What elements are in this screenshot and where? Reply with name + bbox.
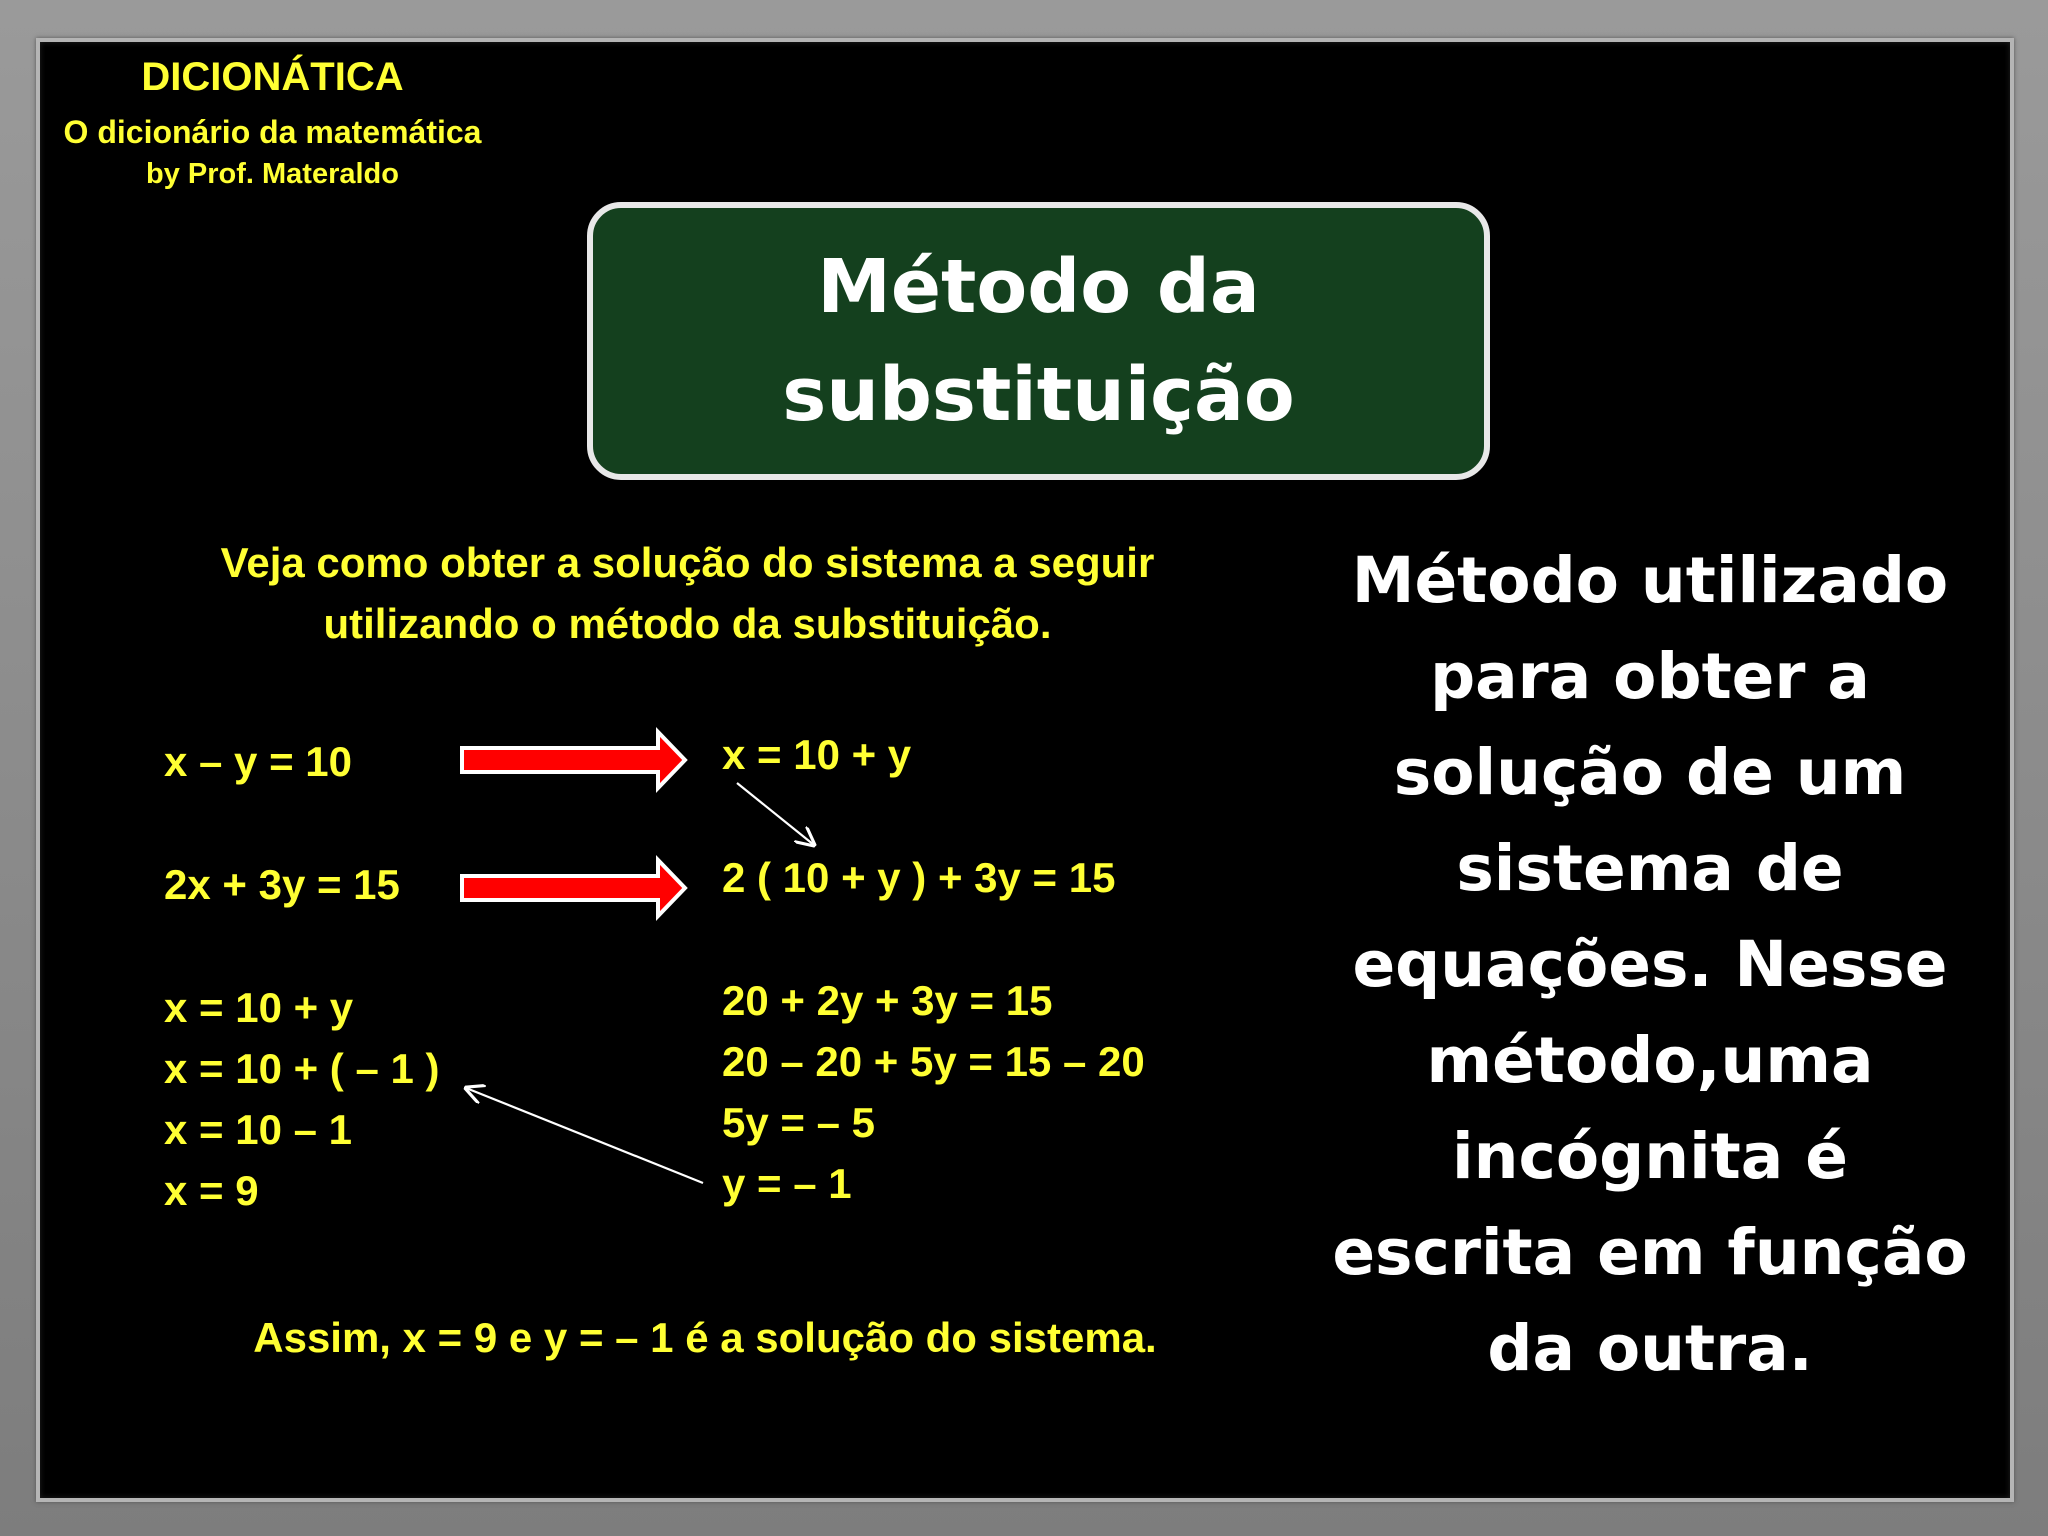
intro-text: Veja como obter a solução do sistema a seguir utilizando o método da substituição. — [220, 539, 1155, 647]
equation-1: x – y = 10 — [164, 738, 352, 785]
solve-x-step-2: x = 10 + ( – 1 ) — [164, 1045, 440, 1092]
solve-x-step-4: x = 9 — [164, 1167, 259, 1214]
red-arrow-right-icon — [462, 860, 685, 916]
substituted-equation: 2 ( 10 + y ) + 3y = 15 — [722, 854, 1116, 901]
red-arrow-right-icon — [462, 732, 685, 788]
brand-title: DICIONÁTICA — [141, 55, 404, 99]
conclusion-text: Assim, x = 9 e y = – 1 é a solução do sistema. — [253, 1314, 1157, 1361]
back-substitution-arrow-icon — [466, 1088, 703, 1183]
solve-y-step-4: y = – 1 — [722, 1160, 852, 1207]
solve-y-step-3: 5y = – 5 — [722, 1099, 875, 1146]
solve-x-step-3: x = 10 – 1 — [164, 1106, 352, 1153]
solve-y-step-2: 20 – 20 + 5y = 15 – 20 — [722, 1038, 1145, 1085]
isolated-x: x = 10 + y — [722, 731, 912, 778]
brand-author: by Prof. Materaldo — [146, 158, 399, 190]
slide-title: Método da substituição — [782, 244, 1295, 438]
brand-subtitle: O dicionário da matemática — [63, 114, 482, 150]
substitution-arrow-icon — [737, 783, 814, 845]
equation-2: 2x + 3y = 15 — [164, 861, 400, 908]
method-description: Método utilizado para obter a solução de um sistema de equações. Nesse método,uma incógnita é escrita em função da outra. — [1332, 544, 1968, 1385]
solve-y-step-1: 20 + 2y + 3y = 15 — [722, 977, 1053, 1024]
solve-x-step-1: x = 10 + y — [164, 984, 354, 1031]
